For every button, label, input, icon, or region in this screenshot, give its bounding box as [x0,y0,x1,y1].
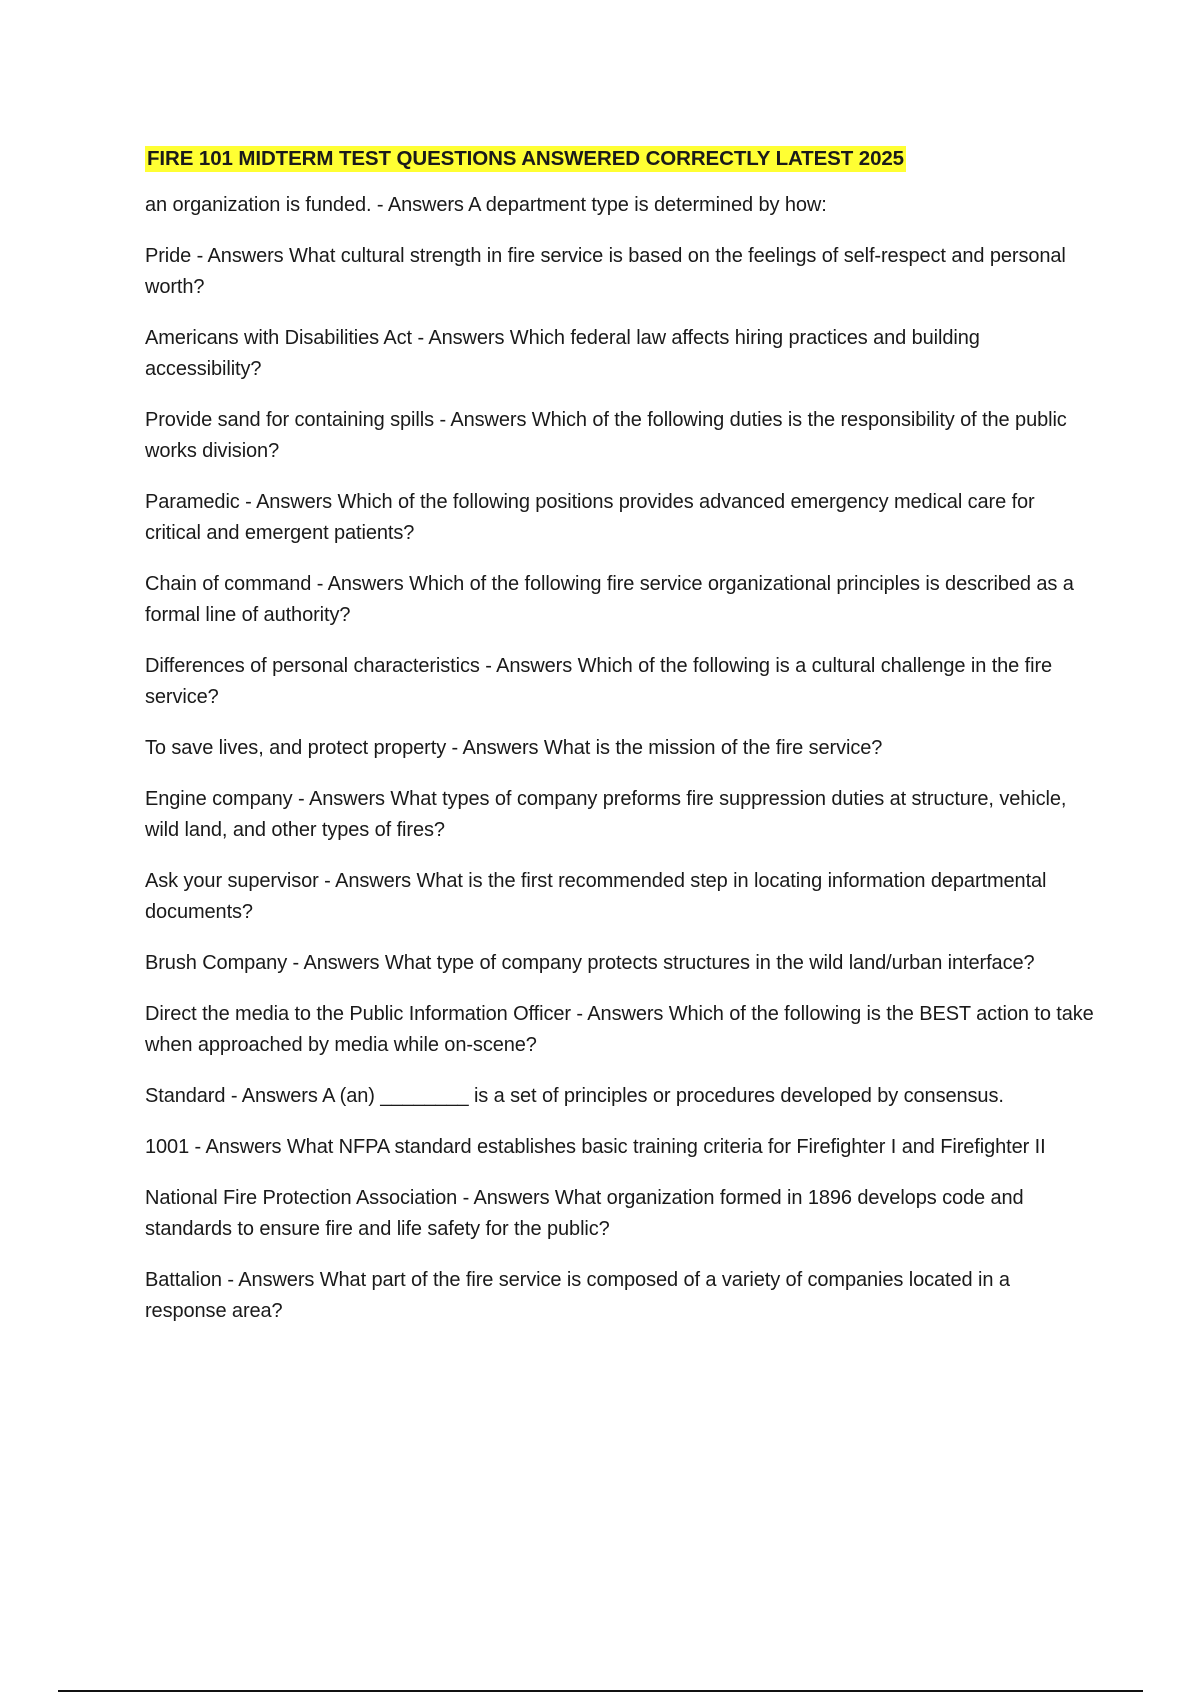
qa-item: Engine company - Answers What types of company preforms fire suppression duties at structure, vehicle, wild land, and other types of fires? [145,788,1067,841]
qa-item: Direct the media to the Public Information Officer - Answers Which of the following is the BEST action to take when approached by media while on-scene? [145,1003,1094,1056]
footer-divider [58,1690,1143,1692]
document-title: FIRE 101 MIDTERM TEST QUESTIONS ANSWERED CORRECTLY LATEST 2025 [147,147,904,170]
qa-list [145,190,1095,1327]
qa-item: Pride - Answers What cultural strength in fire service is based on the feelings of self-respect and personal worth? [145,245,1066,298]
qa-item: Americans with Disabilities Act - Answers Which federal law affects hiring practices and building accessibility? [145,327,980,380]
qa-item: Battalion - Answers What part of the fire service is composed of a variety of companies located in a response area? [145,1269,1010,1322]
qa-item: To save lives, and protect property - Answers What is the mission of the fire service? [145,737,883,759]
qa-item: Standard - Answers A (an) ________ is a set of principles or procedures developed by consensus. [145,1085,1004,1107]
qa-item: Provide sand for containing spills - Answers Which of the following duties is the responsibility of the public works division? [145,409,1067,462]
document-page [145,146,1095,1347]
qa-item: Chain of command - Answers Which of the following fire service organizational principles is described as a formal line of authority? [145,573,1074,626]
qa-item: National Fire Protection Association - Answers What organization formed in 1896 develops code and standards to ensure fire and life safety for the public? [145,1187,1024,1240]
qa-item: Brush Company - Answers What type of company protects structures in the wild land/urban interface? [145,952,1035,974]
qa-item: Ask your supervisor - Answers What is the first recommended step in locating information departmental documents? [145,870,1047,923]
qa-item: 1001 - Answers What NFPA standard establishes basic training criteria for Firefighter I and Firefighter II [145,1136,1046,1158]
qa-item: Paramedic - Answers Which of the following positions provides advanced emergency medical care for critical and emergent patients? [145,491,1035,544]
qa-item: Differences of personal characteristics - Answers Which of the following is a cultural challenge in the fire service? [145,655,1053,708]
qa-item: an organization is funded. - Answers A department type is determined by how: [145,194,827,216]
